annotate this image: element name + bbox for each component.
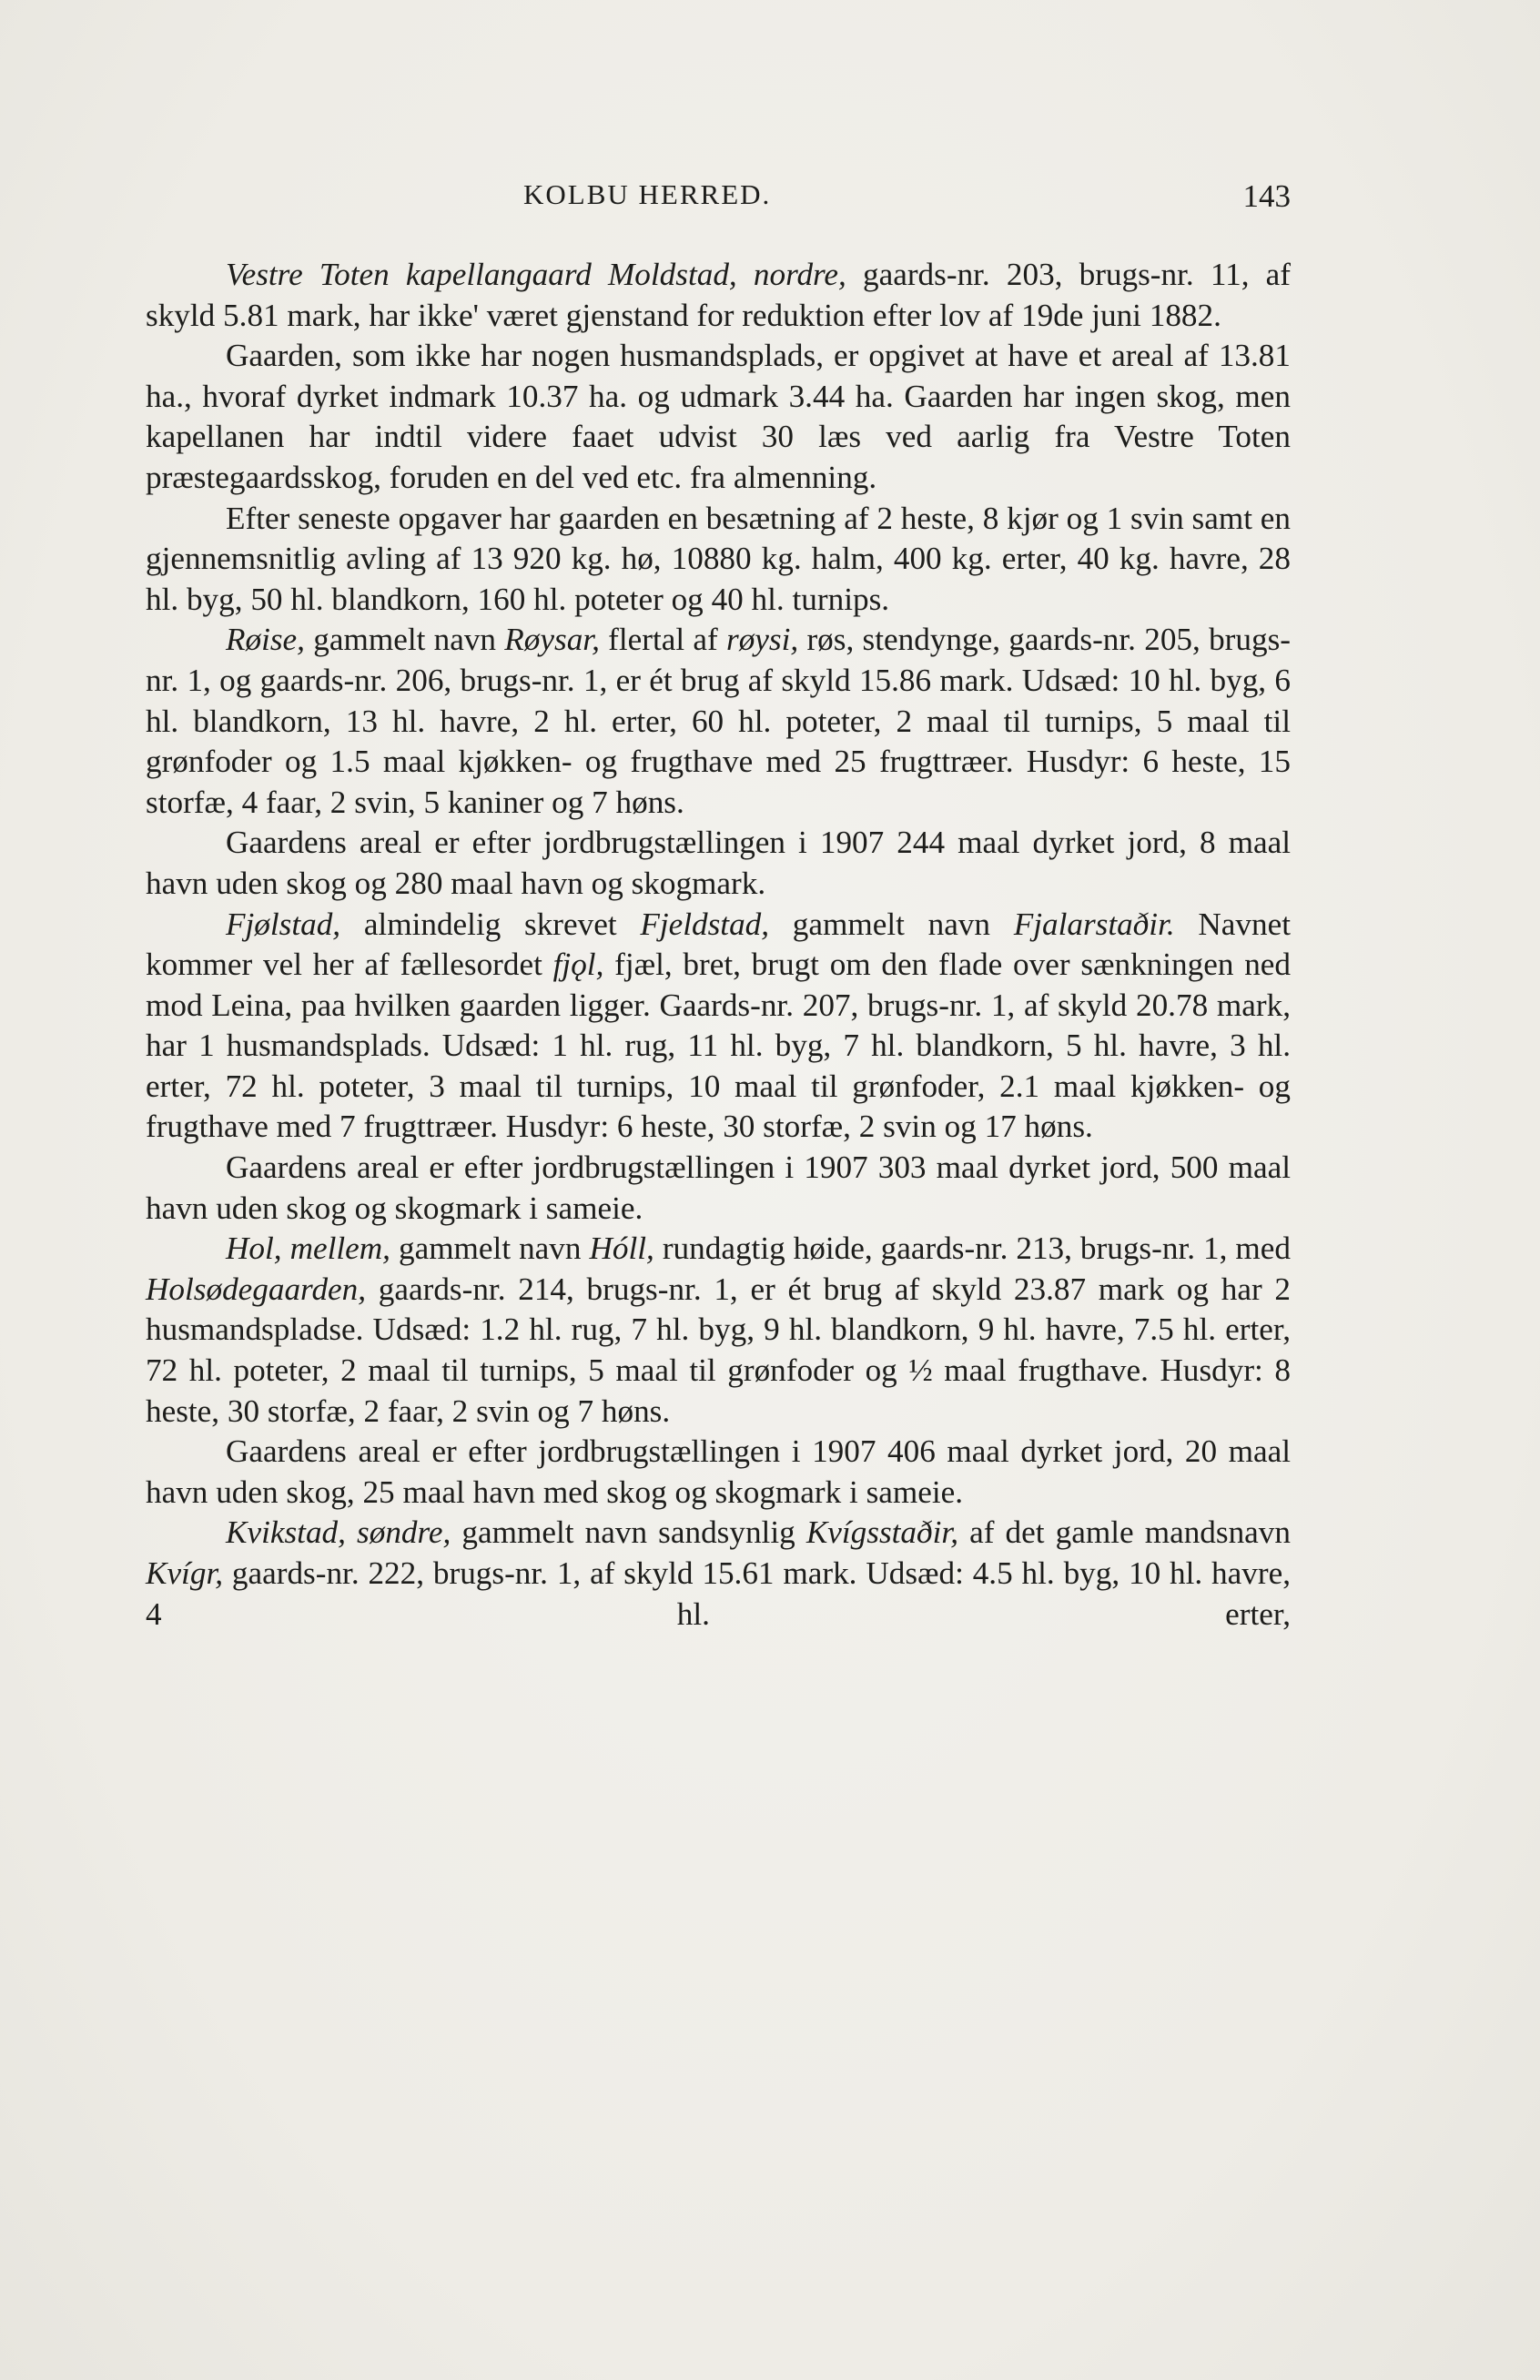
italic-name: Røise, [226,622,305,658]
text-run: gammelt navn sandsynlig [451,1514,806,1551]
paragraph [146,1513,1291,1635]
text-run [737,257,754,292]
italic-name: Holsødegaarden, [146,1271,367,1307]
paragraph [146,336,1291,498]
paragraph [146,499,1291,621]
italic-name: Hóll, [589,1231,654,1267]
text-run: Gaardens areal er efter jordbrugstællingen i 1907 406 maal dyrket jord, 20 maal havn uden skog, 25 maal havn med skog og skogmark i sameie. [146,1433,1291,1510]
paragraph [146,1432,1291,1513]
running-head: KOLBU HERRED. [523,178,772,210]
italic-name: Fjølstad, [226,906,341,942]
paragraph [146,255,1291,336]
italic-name: Fjalarstaðir. [1013,906,1175,942]
text-run: flertal af [599,622,727,658]
italic-name: Kvígsstaðir, [805,1514,958,1551]
italic-name: Hol, mellem, [226,1231,390,1267]
text-run: gammelt navn [304,622,505,658]
text-run: rundagtig høide, gaards-nr. 213, brugs-nr. 1, med [653,1231,1291,1267]
text-run: gaards-nr. 222, brugs-nr. 1, af skyld 15.61 mark. Udsæd: 4.5 hl. byg, 10 hl. havre, 4 hl. erter, [146,1555,1291,1632]
text-run: gaards-nr. 203, brugs-nr. 11, af skyld 5.81 mark, har ikke' været gjenstand for reduktion efter lov af 19de juni 1882. [146,257,1292,333]
text-run: af det gamle mandsnavn [958,1514,1291,1551]
text-run: røs, stendynge, gaards-nr. 205, brugs-nr. 1, og gaards-nr. 206, brugs-nr. 1, er ét brug af skyld 15.86 mark. Udsæd: 10 hl. byg, 6 hl. blandkorn, 13 hl. havre, 2 hl. erter, 60 hl. poteter, 2 maal til turnips, 5 maal til grønfoder og 1.5 maal kjøkken- og frugthave med 25 frugttræer. Husdyr: 6 heste, 15 storfæ, 4 faar, 2 svin, 5 kaniner og 7 høns. [146,622,1291,820]
italic-name: Vestre Toten kapellangaard Moldstad, [226,257,737,292]
paragraph [146,823,1291,904]
text-run: Navnet kommer vel her af fællesordet [146,906,1291,983]
text-body [146,255,1291,1635]
text-run: Gaardens areal er efter jordbrugstællingen i 1907 244 maal dyrket jord, 8 maal havn uden skog og 280 maal havn og skogmark. [146,825,1291,901]
text-run: fjæl, bret, brugt om den flade over sænkningen ned mod Leina, paa hvilken gaarden ligger. Gaards-nr. 207, brugs-nr. 1, af skyld 20.78 mark, har 1 husmandsplads. Udsæd: 1 hl. rug, 11 hl. byg, 7 hl. blandkorn, 5 hl. havre, 3 hl. erter, 72 hl. poteter, 3 maal til turnips, 10 maal til grønfoder, 2.1 maal kjøkken- og frugthave med 7 frugttræer. Husdyr: 6 heste, 30 storfæ, 2 svin og 17 høns. [146,947,1292,1145]
text-run: gaards-nr. 214, brugs-nr. 1, er ét brug af skyld 23.87 mark og har 2 husmandspladse. Udsæd: 1.2 hl. rug, 7 hl. byg, 9 hl. blandkorn, 9 hl. havre, 7.5 hl. erter, 72 hl. poteter, 2 maal til turnips, 5 maal til grønfoder og ½ maal frugthave. Husdyr: 8 heste, 30 storfæ, 2 faar, 2 svin og 7 høns. [146,1271,1291,1429]
italic-name: Fjeldstad, [640,906,770,942]
italic-name: nordre, [753,257,846,292]
paragraph [146,1148,1291,1229]
italic-name: Kvikstad, søndre, [226,1514,451,1551]
text-run: Gaarden, som ikke har nogen husmandsplads, er opgivet at have et areal af 13.81 ha., hvoraf dyrket indmark 10.37 ha. og udmark 3.44 ha. Gaarden har ingen skog, men kapellanen har indtil videre faaet udvist 30 læs ved aarlig fra Vestre Toten præstegaardsskog, foruden en del ved etc. fra almenning. [146,338,1291,495]
italic-name: fjǫl, [552,947,604,983]
text-run: gammelt navn [769,906,1014,942]
page-number: 143 [1242,178,1291,214]
italic-name: Røysar, [504,622,600,658]
text-run: Efter seneste opgaver har gaarden en besætning af 2 heste, 8 kjør og 1 svin samt en gjennemsnitlig avling af 13 920 kg. hø, 10880 kg. halm, 400 kg. erter, 40 kg. havre, 28 hl. byg, 50 hl. blandkorn, 160 hl. poteter og 40 hl. turnips. [146,500,1291,617]
text-run: almindelig skrevet [340,906,641,942]
italic-name: Kvígr, [146,1555,224,1591]
paragraph [146,905,1291,1149]
paragraph [146,1229,1291,1432]
text-run: Gaardens areal er efter jordbrugstællingen i 1907 303 maal dyrket jord, 500 maal havn uden skog og skogmark i sameie. [146,1149,1291,1226]
text-run: gammelt navn [390,1231,590,1267]
paragraph [146,620,1291,823]
page-header [146,178,1291,224]
italic-name: røysi, [726,622,799,658]
